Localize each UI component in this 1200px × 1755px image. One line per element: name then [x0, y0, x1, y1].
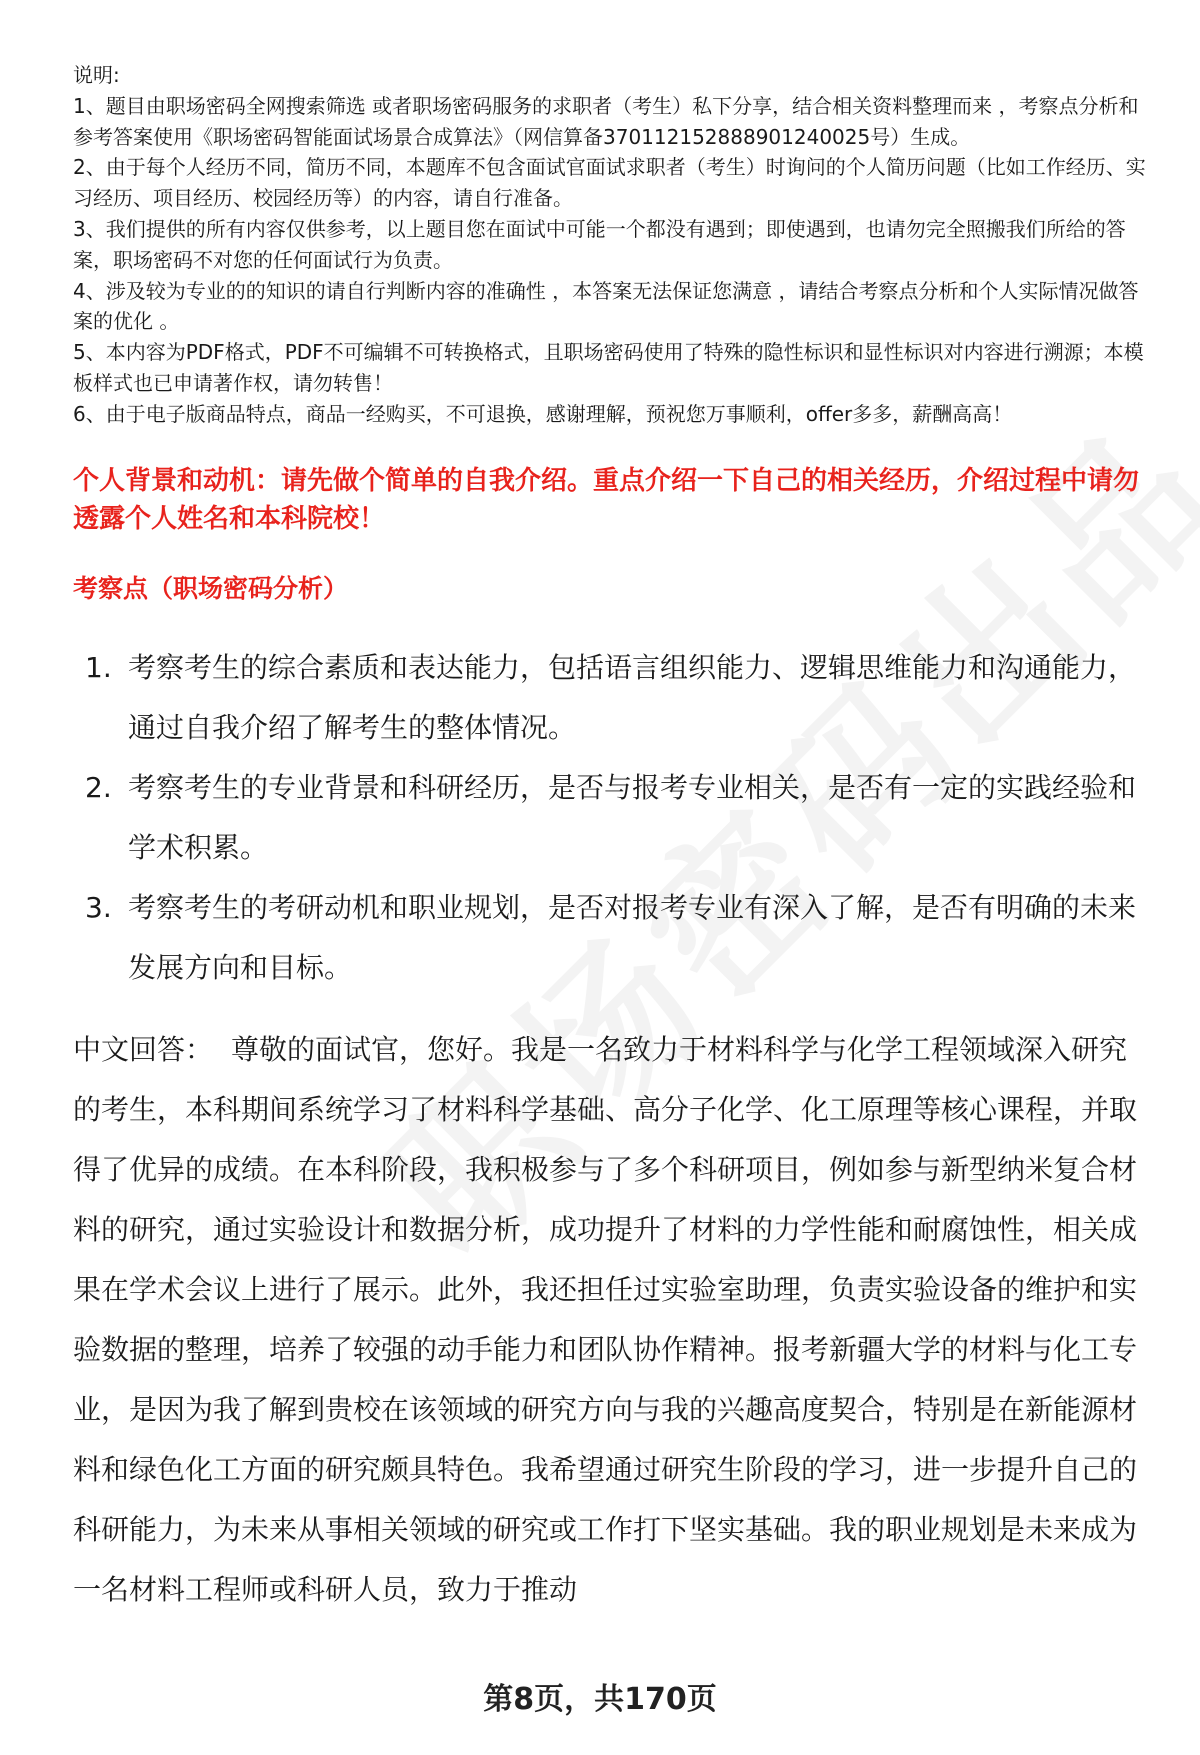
- point-number: 3.: [85, 890, 112, 924]
- point-number: 1.: [85, 650, 112, 684]
- document-page: [73, 60, 1153, 1620]
- notes-item: 6、由于电子版商品特点，商品一经购买，不可退换，感谢理解，预祝您万事顺利，offer多多，薪酬高高！: [73, 401, 1013, 426]
- answer-text: 尊敬的面试官，您好。我是一名致力于材料科学与化学工程领域深入研究的考生，本科期间系统学习了材料科学基础、高分子化学、化工原理等核心课程，并取得了优异的成绩。在本科阶段，我积极参与了多个科研项目，例如参与新型纳米复合材料的研究，通过实验设计和数据分析，成功提升了材料的力学性能和耐腐蚀性，相关成果在学术会议上进行了展示。此外，我还担任过实验室助理，负责实验设备的维护和实验数据的整理，培养了较强的动手能力和团队协作精神。报考新疆大学的材料与化工专业，是因为我了解到贵校在该领域的研究方向与我的兴趣高度契合，特别是在新能源材料和绿色化工方面的研究颇具特色。我希望通过研究生阶段的学习，进一步提升自己的科研能力，为未来从事相关领域的研究或工作打下坚实基础。我的职业规划是未来成为一名材料工程师或科研人员，致力于推动: [73, 1032, 1138, 1606]
- question-heading: 个人背景和动机：请先做个简单的自我介绍。重点介绍一下自己的相关经历，介绍过程中请勿透露个人姓名和本科院校！: [73, 465, 1140, 534]
- analysis-point: [73, 638, 1153, 758]
- notes-block: [73, 60, 1153, 430]
- answer-block: [73, 1020, 1153, 1620]
- point-text: 考察考生的综合素质和表达能力，包括语言组织能力、逻辑思维能力和沟通能力，通过自我介绍了解考生的整体情况。: [128, 650, 1137, 744]
- analysis-point: [73, 878, 1153, 998]
- point-text: 考察考生的考研动机和职业规划，是否对报考专业有深入了解，是否有明确的未来发展方向和目标。: [128, 890, 1137, 984]
- point-number: 2.: [85, 770, 112, 804]
- analysis-title: 考察点（职场密码分析）: [73, 573, 349, 603]
- point-text: 考察考生的专业背景和科研经历，是否与报考专业相关，是否有一定的实践经验和学术积累。: [128, 770, 1137, 864]
- answer-label: 中文回答：: [73, 1032, 214, 1066]
- analysis-point: [73, 758, 1153, 878]
- notes-item: 5、本内容为PDF格式，PDF不可编辑不可转换格式，且职场密码使用了特殊的隐性标识和显性标识对内容进行溯源；本模板样式也已申请著作权，请勿转售！: [73, 340, 1144, 395]
- notes-item: 4、涉及较为专业的的知识的请自行判断内容的准确性 ，本答案无法保证您满意 ，请结合考察点分析和个人实际情况做答案的优化 。: [73, 278, 1139, 334]
- analysis-list: [73, 638, 1153, 998]
- notes-item: 1、题目由职场密码全网搜索筛选 或者职场密码服务的求职者（考生）私下分享，结合相关资料整理而来 ，考察点分析和参考答案使用《职场密码智能面试场景合成算法》（网信算备370112152888901240025号）生成。: [73, 93, 1139, 149]
- page-number: 第8页，共170页: [483, 1682, 717, 1717]
- notes-item: 3、我们提供的所有内容仅供参考，以上题目您在面试中可能一个都没有遇到；即使遇到，也请勿完全照搬我们所给的答案，职场密码不对您的任何面试行为负责。: [73, 216, 1126, 272]
- notes-item: 2、由于每个人经历不同，简历不同，本题库不包含面试官面试求职者（考生）时询问的个人简历问题（比如工作经历、实习经历、项目经历、校园经历等）的内容，请自行准备。: [73, 155, 1146, 211]
- notes-title: 说明:: [73, 63, 120, 87]
